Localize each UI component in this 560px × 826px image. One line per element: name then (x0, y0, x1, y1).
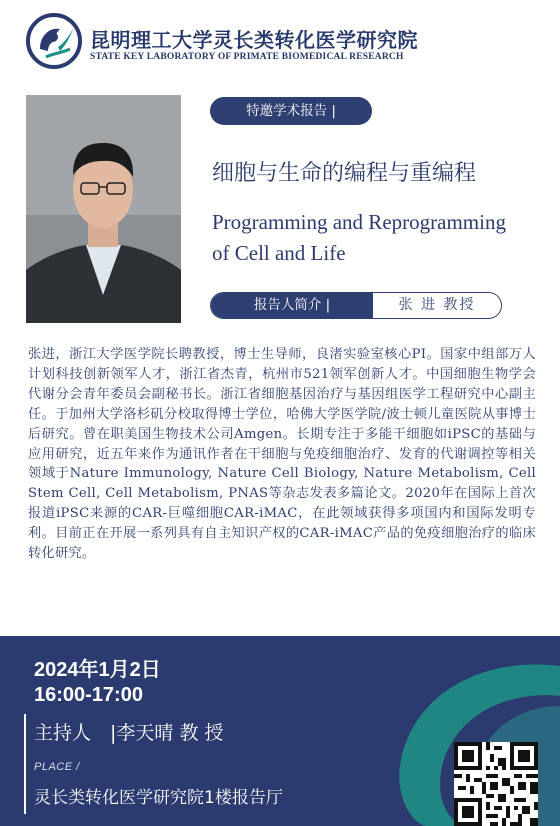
divider (24, 714, 26, 814)
event-place: 灵长类转化医学研究院1楼报告厅 (34, 788, 283, 808)
speaker-name: 张 进 教授 (398, 297, 476, 313)
institute-name-en: STATE KEY LABORATORY OF PRIMATE BIOMEDICAL RESEARCH (90, 52, 404, 62)
place-label: PLACE / (34, 761, 80, 773)
lecture-title-cn: 细胞与生命的编程与重编程 (212, 161, 477, 186)
speaker-bio (28, 345, 536, 564)
speaker-intro-label: 报告人简介 | (211, 293, 373, 318)
lecture-title-en-line1: Programming and Reprogramming (212, 210, 506, 234)
special-lecture-badge: 特邀学术报告 | (210, 97, 372, 125)
lecture-title-en (212, 207, 506, 269)
qr-code-icon (454, 742, 538, 826)
header (0, 0, 560, 92)
monkey-leaf-logo-icon (26, 13, 82, 69)
institute-name-cn: 昆明理工大学灵长类转化医学研究院 (90, 28, 418, 52)
lecture-title-en-line2: of Cell and Life (212, 241, 346, 265)
event-date: 2024年1月2日 (34, 659, 161, 681)
speaker-bio-text: 张进，浙江大学医学院长聘教授，博士生导师，良渚实验室核心PI。国家中组部万人计划科技创新领军人才，浙江省杰青，杭州市521领军创新人才。中国细胞生物学会代谢分会青年委员会副秘书长。浙江省细胞基因治疗与基因组医学工程研究中心副主任。于加州大学洛杉矶分校取得博士学位，哈佛大学医学院/波士顿儿童医院从事博士后研究。曾在职美国生物技术公司Amgen。长期专注于多能干细胞如iPSC的基础与应用研究，近五年来作为通讯作者在干细胞与免疫细胞治疗、发育的代谢调控等相关领域于Nature Immunology, Nature Cell Biology, Nature Metabolism, Cell Stem Cell, Cell Metabolism, PNAS等杂志发表多篇论文。2020年在国际上首次报道iPSC来源的CAR-巨噬细胞CAR-iMAC，在此领域获得多项国内和国际发明专利。目前正在开展一系列具有自主知识产权的CAR-iMAC产品的免疫细胞治疗的临床转化研究。 (28, 347, 536, 562)
event-host: 主持人 |李天晴 教 授 (34, 722, 224, 744)
speaker-photo (26, 95, 181, 323)
speaker-intro-pill (210, 292, 502, 319)
event-time: 16:00-17:00 (34, 684, 143, 706)
